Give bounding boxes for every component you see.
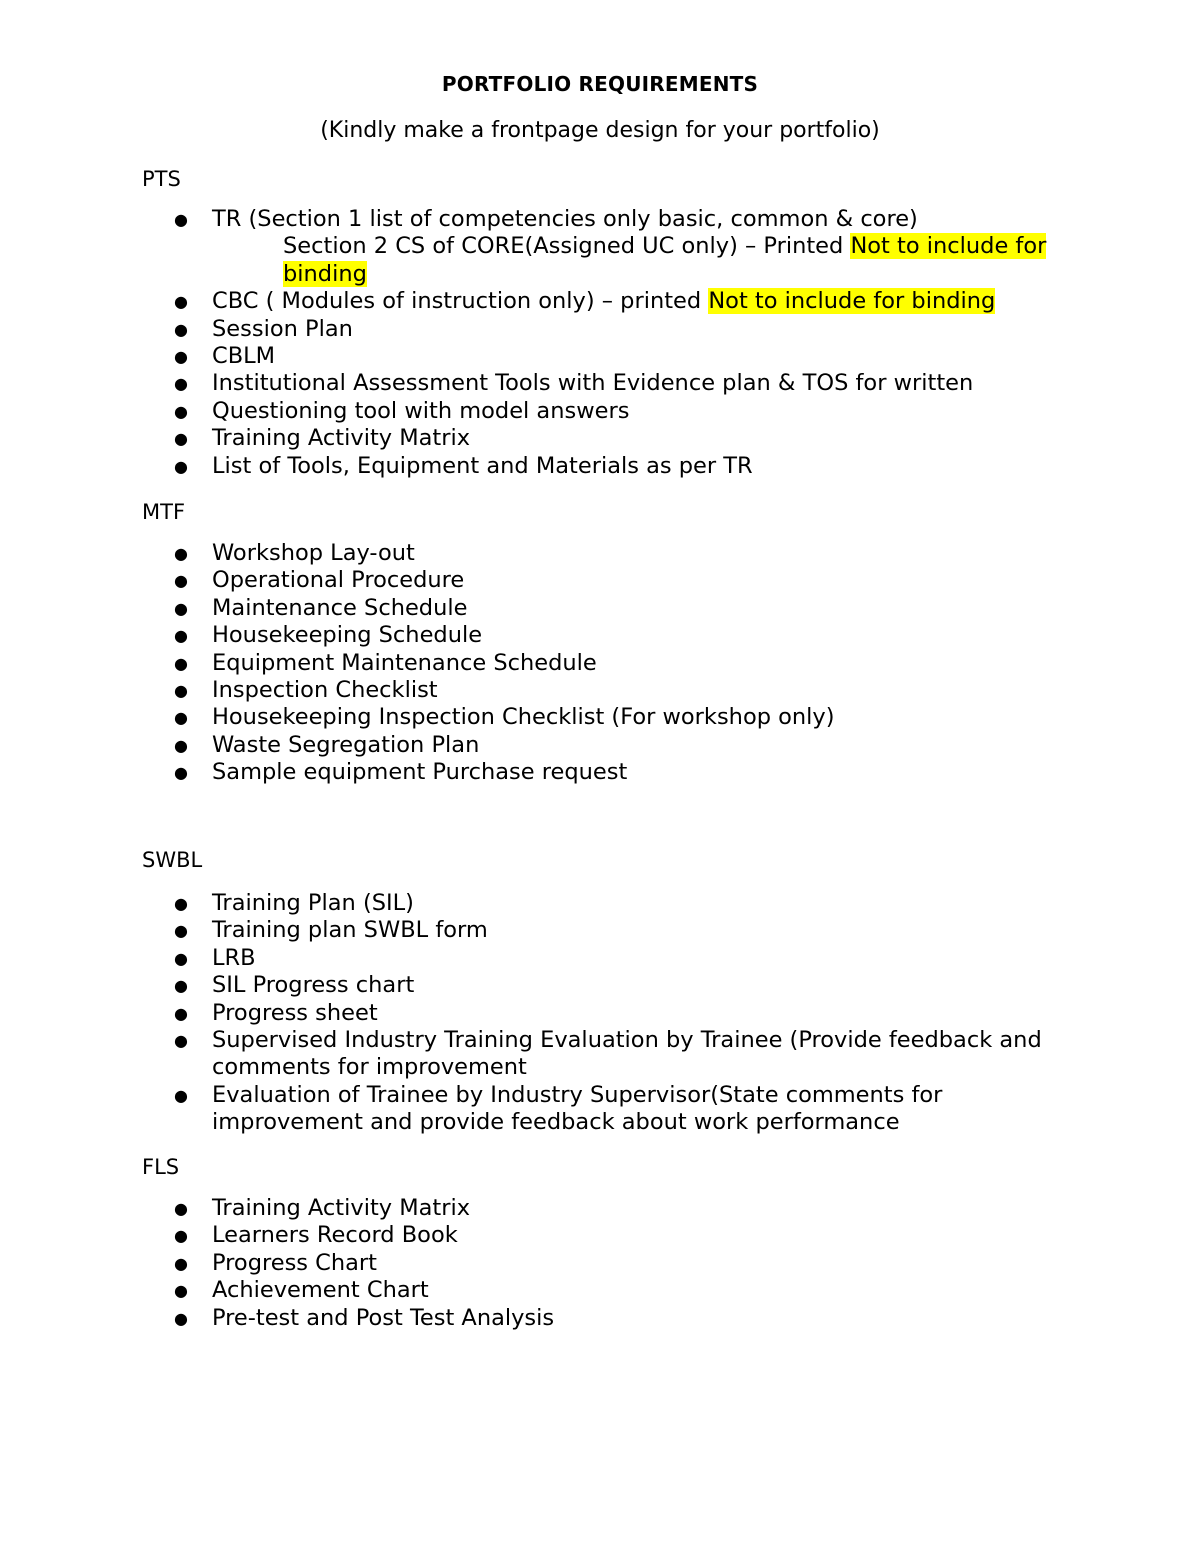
list-item (142, 759, 1062, 786)
section-heading-swbl: SWBL (142, 848, 203, 872)
list-item (142, 1082, 1042, 1137)
bullet-icon: ● (174, 1281, 188, 1301)
fls-list (142, 1195, 1062, 1332)
bullet-icon: ● (174, 401, 188, 421)
list-item (142, 567, 1062, 594)
subline-text: Section 2 CS of CORE(Assigned UC only) – Printed (283, 233, 851, 260)
swbl-list (142, 890, 1042, 1137)
bullet-icon: ● (174, 429, 188, 449)
page-title: PORTFOLIO REQUIREMENTS (441, 72, 759, 96)
list-item (142, 316, 1062, 343)
bullet-icon: ● (174, 708, 188, 728)
bullet-icon: ● (174, 626, 188, 646)
list-item (142, 453, 1062, 480)
bullet-icon: ● (174, 374, 188, 394)
pts-list (142, 206, 1062, 480)
list-item (142, 1277, 1062, 1304)
list-item (142, 1305, 1062, 1332)
bullet-icon: ● (174, 1226, 188, 1246)
list-item-text: Equipment Maintenance Schedule (212, 649, 597, 676)
list-item (142, 425, 1062, 452)
list-item-text: Progress sheet (212, 999, 378, 1026)
highlighted-note: Not to include for binding (283, 233, 1047, 287)
list-item-text: Housekeeping Inspection Checklist (For workshop only) (212, 704, 835, 731)
bullet-icon: ● (174, 894, 188, 913)
list-item (142, 398, 1062, 425)
list-item (142, 704, 1062, 731)
list-item (142, 595, 1062, 622)
list-item-text: Waste Segregation Plan (212, 731, 480, 758)
list-item-text: Training plan SWBL form (212, 917, 488, 944)
list-item-text: Supervised Industry Training Evaluation by Trainee (Provide feedback and comments for improvement (212, 1027, 1042, 1081)
list-item-text: Housekeeping Schedule (212, 622, 483, 649)
bullet-icon: ● (174, 1253, 188, 1273)
bullet-icon: ● (174, 210, 188, 229)
list-item-text: Pre-test and Post Test Analysis (212, 1304, 555, 1331)
list-item (142, 945, 1042, 972)
list-item (142, 650, 1062, 677)
list-item-text: CBLM (212, 343, 276, 370)
bullet-icon: ● (174, 976, 188, 996)
list-item (142, 206, 1062, 288)
list-item-text: Sample equipment Purchase request (212, 759, 628, 786)
bullet-icon: ● (174, 653, 188, 673)
bullet-icon: ● (174, 1003, 188, 1023)
list-item-text: Evaluation of Trainee by Industry Supervisor(State comments for improvement and provide feedback about work performance (212, 1081, 943, 1136)
list-item-text: List of Tools, Equipment and Materials as per TR (212, 452, 753, 479)
page-subtitle: (Kindly make a frontpage design for your portfolio) (320, 118, 880, 143)
list-item-text: TR (Section 1 list of competencies only basic, common & core) (212, 206, 918, 232)
highlighted-note: Not to include for binding (708, 288, 996, 315)
bullet-icon: ● (174, 1085, 188, 1105)
list-item-text: Operational Procedure (212, 567, 465, 594)
list-item-text: LRB (212, 944, 256, 971)
bullet-icon: ● (174, 544, 188, 563)
section-heading-fls: FLS (142, 1155, 180, 1179)
list-item-text: Training Activity Matrix (212, 1195, 471, 1221)
list-item-subline (212, 233, 1062, 288)
bullet-icon: ● (174, 319, 188, 339)
bullet-icon: ● (174, 921, 188, 941)
list-item (142, 1000, 1042, 1027)
list-item-text: Achievement Chart (212, 1277, 429, 1304)
list-item-text: Training Activity Matrix (212, 425, 471, 452)
section-heading-pts: PTS (142, 167, 181, 191)
bullet-icon: ● (174, 763, 188, 783)
list-item-text: SIL Progress chart (212, 972, 415, 999)
list-item-text: Session Plan (212, 315, 353, 342)
section-heading-mtf: MTF (142, 500, 186, 524)
list-item-text: Questioning tool with model answers (212, 397, 630, 424)
list-item (142, 1195, 1062, 1222)
list-item-text: Inspection Checklist (212, 677, 438, 704)
bullet-icon: ● (174, 1308, 188, 1328)
list-item-text: Maintenance Schedule (212, 594, 468, 621)
list-item (142, 370, 1062, 397)
list-item (142, 732, 1062, 759)
list-item-text: Learners Record Book (212, 1222, 458, 1249)
list-item (142, 622, 1062, 649)
bullet-icon: ● (174, 948, 188, 968)
list-item-text: Institutional Assessment Tools with Evidence plan & TOS for written (212, 370, 974, 397)
bullet-icon: ● (174, 735, 188, 755)
bullet-icon: ● (174, 1199, 188, 1218)
list-item-text: Progress Chart (212, 1249, 378, 1276)
list-item (142, 677, 1062, 704)
list-item (142, 1250, 1062, 1277)
list-item-text: Training Plan (SIL) (212, 890, 414, 916)
bullet-icon: ● (174, 571, 188, 591)
list-item (142, 1222, 1062, 1249)
bullet-icon: ● (174, 598, 188, 618)
list-item (142, 288, 1062, 315)
bullet-icon: ● (174, 292, 188, 312)
list-item (142, 343, 1062, 370)
mtf-list (142, 540, 1062, 787)
list-item (142, 890, 1042, 917)
list-item-text: CBC ( Modules of instruction only) – printed (212, 288, 709, 315)
list-item (142, 1027, 1042, 1082)
bullet-icon: ● (174, 347, 188, 367)
list-item (142, 540, 1062, 567)
list-item (142, 917, 1042, 944)
bullet-icon: ● (174, 681, 188, 701)
list-item-text: Workshop Lay-out (212, 540, 415, 566)
bullet-icon: ● (174, 456, 188, 476)
list-item (142, 972, 1042, 999)
bullet-icon: ● (174, 1031, 188, 1051)
